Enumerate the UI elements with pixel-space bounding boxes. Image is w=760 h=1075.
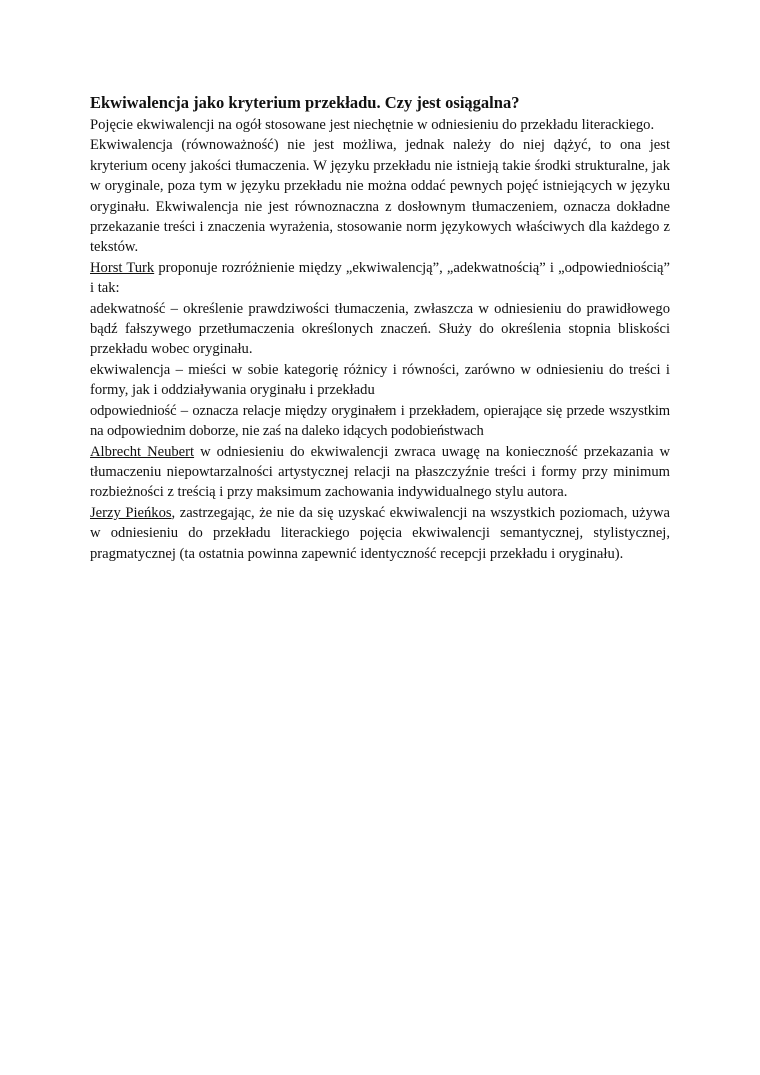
paragraph-pienkos <box>90 503 670 564</box>
paragraph-equivalence: Ekwiwalencja (równoważność) nie jest możliwa, jednak należy do niej dążyć, to ona jest kryterium oceny jakości tłumaczenia. W języku przekładu nie istnieją takie środki strukturalne, jak w oryginale, poza tym w języku przekładu nie można oddać pewnych pojęć istniejących w języku oryginału. Ekwiwalencja nie jest równoznaczna z dosłownym tłumaczeniem, oznacza dokładne przekazanie treści i znaczenia wyrażenia, stosowanie norm językowych właściwych dla każdego z tekstów. <box>90 137 670 256</box>
author-name-neubert: Albrecht Neubert <box>90 443 195 460</box>
author-name-turk: Horst Turk <box>90 259 155 276</box>
document-title: Ekwiwalencja jako kryterium przekładu. Czy jest osiągalna? <box>90 93 520 112</box>
paragraph-turk <box>90 258 670 299</box>
paragraph-pienkos-text: , zastrzegając, że nie da się uzyskać ekwiwalencji na wszystkich poziomach, używa w odniesieniu do przekładu literackiego pojęcia ekwiwalencji semantycznej, stylistycznej, pragmatycznej (ta ostatnia powinna zapewnić identyczność recepcji przekładu i oryginału). <box>90 504 670 562</box>
author-name-pienkos: Jerzy Pieńkos <box>90 504 172 521</box>
paragraph-equivalence-definition: ekwiwalencja – mieści w sobie kategorię różnicy i równości, zarówno w odniesieniu do treści i formy, jak i oddziaływania oryginału i przekładu <box>90 361 670 399</box>
document-page <box>90 92 670 564</box>
paragraph-correspondence: odpowiedniość – oznacza relacje między oryginałem i przekładem, opierające się przede wszystkim na odpowiednim doborze, nie zaś na daleko idących podobieństwach <box>90 402 670 440</box>
paragraph-intro: Pojęcie ekwiwalencji na ogół stosowane jest niechętnie w odniesieniu do przekładu literackiego. <box>90 117 655 133</box>
paragraph-neubert <box>90 442 670 503</box>
paragraph-adequacy: adekwatność – określenie prawdziwości tłumaczenia, zwłaszcza w odniesieniu do prawidłowego bądź fałszywego przetłumaczenia określonych znaczeń. Służy do określenia stopnia bliskości przekładu wobec oryginału. <box>90 300 670 358</box>
paragraph-neubert-text: w odniesieniu do ekwiwalencji zwraca uwagę na konieczność przekazania w tłumaczeniu niepowtarzalności artystycznej relacji na płaszczyźnie treści i formy przy minimum rozbieżności z treścią i przy maksimum zachowania indywidualnego stylu autora. <box>90 443 670 501</box>
paragraph-turk-text: proponuje rozróżnienie między „ekwiwalencją”, „adekwatnością” i „odpowiedniością” i tak: <box>90 259 670 297</box>
